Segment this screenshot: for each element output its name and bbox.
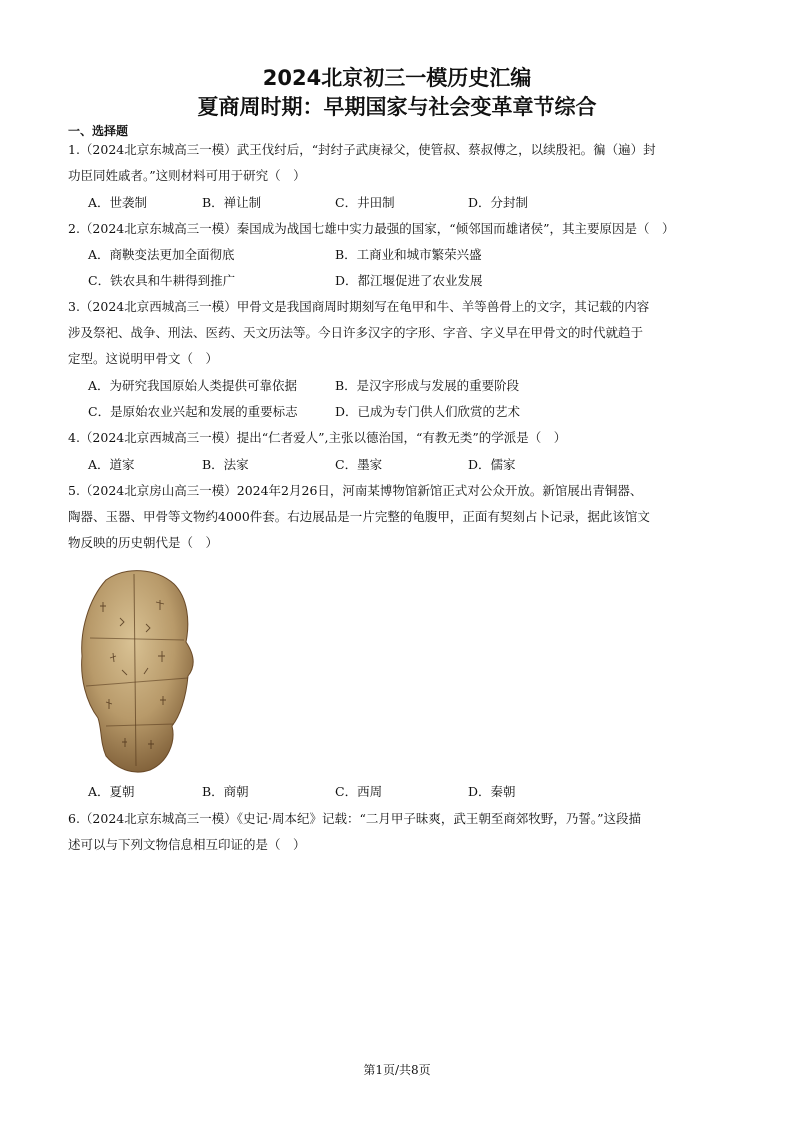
question-5-line-1: 5.（2024北京房山高三一模）2024年2月26日，河南某博物馆新馆正式对公众开放。新馆展出青铜器、 <box>68 483 643 498</box>
question-2-option-c: C．铁农具和牛耕得到推广 <box>88 273 236 288</box>
question-3-option-c: C．是原始农业兴起和发展的重要标志 <box>88 404 298 419</box>
question-3-line-3: 定型。这说明甲骨文（ ） <box>68 351 219 366</box>
question-4-option-d: D．儒家 <box>468 457 516 472</box>
question-5-line-2: 陶器、玉器、甲骨等文物约4000件套。右边展品是一片完整的龟腹甲，正面有契刻占卜记录，据此该馆文 <box>68 509 650 524</box>
question-1-option-a: A．世袭制 <box>88 195 148 210</box>
question-6-line-1: 6.（2024北京东城高三一模）《史记·周本纪》记载：“二月甲子昧爽，武王朝至商郊牧野，乃誓。”这段描 <box>68 811 641 826</box>
oracle-bone-turtle-shell-image <box>76 566 198 774</box>
question-2-line-1: 2.（2024北京东城高三一模）秦国成为战国七雄中实力最强的国家，“倾邻国而雄诸侯”，其主要原因是（ ） <box>68 221 675 236</box>
question-6-line-2: 述可以与下列文物信息相互印证的是（ ） <box>68 837 306 852</box>
question-5-line-3: 物反映的历史朝代是（ ） <box>68 535 219 550</box>
question-3-line-2: 涉及祭祀、战争、刑法、医药、天文历法等。今日许多汉字的字形、字音、字义早在甲骨文的时代就趋于 <box>68 325 644 340</box>
question-5-option-a: A．夏朝 <box>88 784 135 799</box>
question-2-option-a: A．商鞅变法更加全面彻底 <box>88 247 235 262</box>
question-1-option-b: B．禅让制 <box>202 195 262 210</box>
document-title: 2024北京初三一模历史汇编 <box>262 66 532 90</box>
section-heading: 一、选择题 <box>68 124 129 138</box>
document-subtitle: 夏商周时期：早期国家与社会变革章节综合 <box>197 95 597 119</box>
question-3-option-d: D．已成为专门供人们欣赏的艺术 <box>335 404 521 419</box>
question-1-line-2: 功臣同姓戚者。”这则材料可用于研究（ ） <box>68 168 306 183</box>
question-5-option-d: D．秦朝 <box>468 784 516 799</box>
page-footer: 第1页/共8页 <box>363 1063 431 1077</box>
question-5-option-c: C．西周 <box>335 784 383 799</box>
question-5-option-b: B．商朝 <box>202 784 249 799</box>
question-3-option-b: B．是汉字形成与发展的重要阶段 <box>335 378 520 393</box>
question-4-option-a: A．道家 <box>88 457 135 472</box>
question-3-option-a: A．为研究我国原始人类提供可靠依据 <box>88 378 298 393</box>
question-4-option-c: C．墨家 <box>335 457 383 472</box>
question-2-option-d: D．都江堰促进了农业发展 <box>335 273 483 288</box>
question-1-option-d: D．分封制 <box>468 195 529 210</box>
question-4-option-b: B．法家 <box>202 457 249 472</box>
question-1-line-1: 1.（2024北京东城高三一模）武王伐纣后，“封纣子武庚禄父，使管叔、蔡叔傅之，以续殷祀。徧（遍）封 <box>68 142 656 157</box>
question-2-option-b: B．工商业和城市繁荣兴盛 <box>335 247 482 262</box>
question-1-option-c: C．井田制 <box>335 195 395 210</box>
question-4-line-1: 4.（2024北京西城高三一模）提出“仁者爱人”,主张以德治国，“有教无类”的学派是（ ） <box>68 430 567 445</box>
question-3-line-1: 3.（2024北京西城高三一模）甲骨文是我国商周时期刻写在龟甲和牛、羊等兽骨上的文字，其记载的内容 <box>68 299 650 314</box>
